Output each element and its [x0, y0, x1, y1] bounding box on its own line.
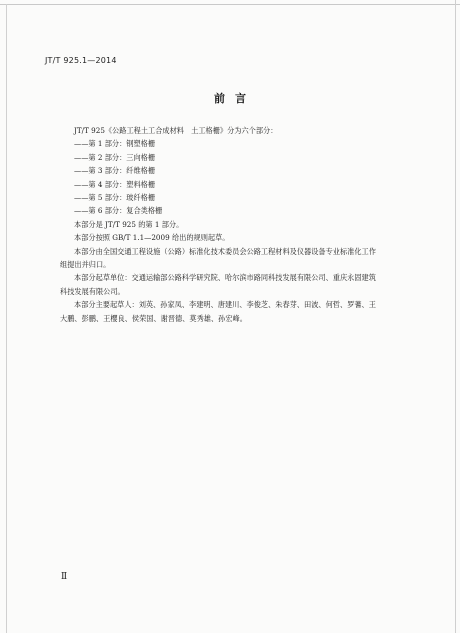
part-list-item: ——第 4 部分：塑料格栅	[74, 179, 156, 189]
part-list-item: ——第 6 部分：复合类格栅	[74, 206, 163, 216]
proposer-paragraph: 本部分由全国交通工程设施（公路）标准化技术委员会公路工程材料及仪器设备专业标准化工作组提出并归口。	[60, 246, 376, 270]
part-list-item: ——第 5 部分：玻纤格栅	[74, 193, 156, 203]
drafting-units-paragraph: 本部分起草单位：交通运输部公路科学研究院、哈尔滨市路同科技发展有限公司、重庆永固建筑科技发展有限公司。	[60, 273, 376, 296]
part-list-item: ——第 2 部分：三向格栅	[74, 152, 156, 162]
drafters-paragraph: 本部分主要起草人：刘英、孙家凤、李建明、唐建川、李俊芝、朱春芽、田波、何哲、罗蓍、王大鹏、彭鹏、王樱良、侯荣国、谢晋德、莫秀雄、孙宏峰。	[60, 300, 376, 323]
part-list-item: ——第 1 部分：钢塑格栅	[74, 139, 156, 149]
scan-edge-top	[0, 4, 460, 5]
drafting-rule-paragraph: 本部分按照 GB/T 1.1—2009 给出的规则起草。	[74, 233, 230, 243]
page-title: 前言	[214, 92, 256, 105]
intro-paragraph: JT/T 925《公路工程土工合成材料 土工格栅》分为六个部分：	[74, 126, 278, 135]
this-part-paragraph: 本部分是 JT/T 925 的第 1 部分。	[74, 219, 184, 229]
part-list-item: ——第 3 部分：纤维格栅	[74, 166, 156, 176]
document-id: JT/T 925.1—2014	[45, 56, 117, 65]
page-number: Ⅱ	[61, 572, 68, 582]
foreword-body	[60, 124, 380, 325]
